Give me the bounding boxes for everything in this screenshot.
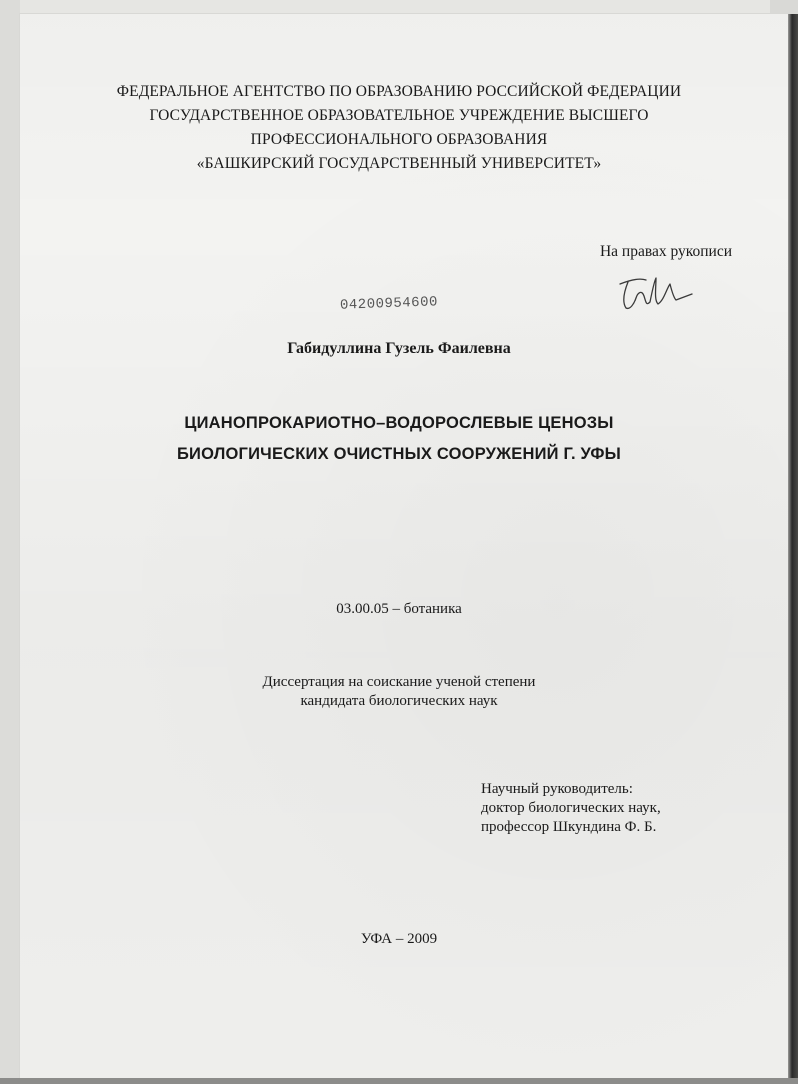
scan-border-top	[770, 0, 798, 14]
advisor-line-2: доктор биологических наук,	[481, 800, 661, 816]
advisor-line-3: профессор Шкундина Ф. Б.	[481, 819, 657, 835]
signature-handwritten	[616, 272, 696, 314]
degree-statement	[0, 673, 798, 711]
title-line-1: ЦИАНОПРОКАРИОТНО–ВОДОРОСЛЕВЫЕ ЦЕНОЗЫ	[184, 414, 614, 432]
city-year: УФА – 2009	[360, 931, 438, 947]
org-line-3: ПРОФЕССИОНАЛЬНОГО ОБРАЗОВАНИЯ	[250, 131, 548, 148]
degree-line-2: кандидата биологических наук	[300, 693, 498, 709]
specialty-code: 03.00.05 – ботаника	[336, 601, 462, 617]
org-line-4: «БАШКИРСКИЙ ГОСУДАРСТВЕННЫЙ УНИВЕРСИТЕТ»	[196, 155, 602, 172]
dissertation-title	[0, 408, 798, 470]
title-line-2: БИОЛОГИЧЕСКИХ ОЧИСТНЫХ СООРУЖЕНИЙ Г. УФЫ	[176, 445, 622, 463]
author-name: Габидуллина Гузель Фаилевна	[287, 340, 511, 357]
archive-stamp-number: 04200954600	[339, 294, 439, 314]
degree-line-1: Диссертация на соискание ученой степени	[262, 674, 536, 690]
manuscript-rights-note: На правах рукописи	[599, 243, 732, 260]
org-line-2: ГОСУДАРСТВЕННОЕ ОБРАЗОВАТЕЛЬНОЕ УЧРЕЖДЕНИЕ ВЫСШЕГО	[149, 107, 649, 124]
org-line-1: ФЕДЕРАЛЬНОЕ АГЕНТСТВО ПО ОБРАЗОВАНИЮ РОССИЙСКОЙ ФЕДЕРАЦИИ	[116, 83, 682, 100]
scientific-advisor	[481, 780, 661, 837]
organization-header	[0, 80, 798, 176]
scan-border-bottom	[0, 1078, 798, 1084]
advisor-line-1: Научный руководитель:	[481, 781, 633, 797]
